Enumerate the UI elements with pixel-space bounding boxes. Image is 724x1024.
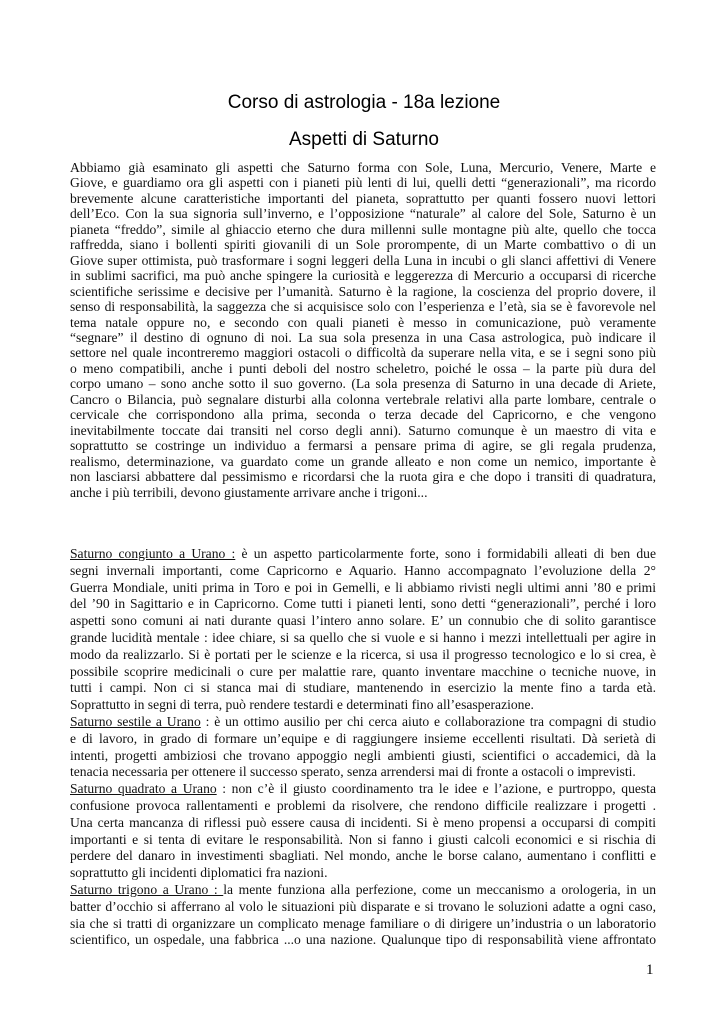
text-line xyxy=(70,697,656,714)
text-line xyxy=(70,175,656,190)
text-line xyxy=(70,438,656,453)
line-text: modo da realizzarlo. Si è portati per le scienze e la ricerca, si usa il progresso tecnologico e lo si crea, è xyxy=(70,646,656,662)
line-text: settore nel quale incontreremo maggiori ostacoli o difficoltà da superare nella vita, e se i segni sono più xyxy=(70,345,656,361)
text-line xyxy=(70,764,656,781)
aspect-heading: Saturno sestile a Urano xyxy=(70,713,201,729)
text-line xyxy=(70,160,656,175)
line-text: : non c’è il giusto coordinamento tra le idee e l’azione, e purtroppo, questa xyxy=(216,781,656,797)
line-text: Soprattutto in segni di terra, può rendere testardi e determinati fino all’esasperazione. xyxy=(70,697,534,713)
line-text: soprattutto gli incidenti diplomatici fra nazioni. xyxy=(70,865,328,881)
aspect-heading: Saturno trigono a Urano : xyxy=(70,881,224,897)
text-line xyxy=(70,815,656,832)
line-text: Cancro o Bilancia, può segnalare disturbi alla colonna vertebrale relativi alla parte lombare, centrale o xyxy=(70,391,656,407)
text-line xyxy=(70,748,656,765)
aspects-section xyxy=(70,546,656,949)
line-text: segni invernali importanti, come Capricorno e Aquario. Hanno accompagnato l’evoluzione della 2° xyxy=(70,562,656,578)
text-line xyxy=(70,680,656,697)
line-text: aspetti sono comuni ai nati durante quasi l’intero anno solare. E’ un connubio che di solito garantisce xyxy=(70,613,656,629)
text-line xyxy=(70,237,656,252)
paragraph xyxy=(70,781,656,882)
line-text: brevemente alcune caratteristiche importanti del pianeta, soprattutto per quanti fossero nuovi lettori xyxy=(70,190,656,206)
line-text: sia che si tratti di organizzare un complicato menage familiare o di dirigere un’industria o un laboratorio xyxy=(70,915,656,931)
line-text: Una certa mancanza di riflessi può essere causa di incidenti. Si è meno propensi a occuparsi di compiti xyxy=(70,814,656,830)
text-line xyxy=(70,345,656,360)
line-text: batter d’occhio si afferrano al volo le situazioni più disparate e si trovano le soluzioni adatte a ogni caso, xyxy=(70,898,656,914)
text-line xyxy=(70,781,656,798)
text-line xyxy=(70,647,656,664)
text-line xyxy=(70,630,656,647)
text-line xyxy=(70,664,656,681)
line-text: in sublimi sacrifici, ma può anche spingere la curiosità e leggerezza di Mercurio a occuparsi di ricerche xyxy=(70,268,656,284)
intro-section xyxy=(70,160,656,500)
line-text: soprattutto se costringe un individuo a fermarsi a pensare prima di agire, se gli regala prudenza, xyxy=(70,438,656,454)
line-text: grande lucidità mentale : idee chiare, si sa quello che si vuole e si hanno i mezzi intellettuali per agire in xyxy=(70,629,656,645)
text-line xyxy=(70,469,656,484)
line-text: senso di responsabilità, la saggezza che si acquisisce solo con l’esperienza e l’età, sia se è favorevole nel xyxy=(70,299,656,315)
line-text: scientifico, un ospedale, una fabbrica ...o una nazione. Qualunque tipo di responsabilità viene affrontato xyxy=(70,932,656,948)
text-line xyxy=(70,423,656,438)
line-text: inevitabilmente toccate dai transiti nel corso degli anni). Saturno comunque è un maestro di vita e xyxy=(70,422,656,438)
text-line xyxy=(70,191,656,206)
line-text: corpo umano – sono anche sotto il suo governo. (La sola presenza di Saturno in una decade di Ariete, xyxy=(70,376,656,392)
text-line xyxy=(70,485,656,500)
text-line xyxy=(70,376,656,391)
line-text: “segnare” il destino di ognuno di noi. La sua sola presenza in una Casa astrologica, può indicare il xyxy=(70,329,656,345)
text-line xyxy=(70,392,656,407)
text-line xyxy=(70,253,656,268)
page-number: 1 xyxy=(646,962,654,978)
line-text: tenacia necessaria per ottenere il successo sperato, senza arrendersi mai di fronte a ostacoli o imprevisti. xyxy=(70,764,636,780)
text-line xyxy=(70,315,656,330)
line-text: tema natale oppure no, e secondo con quali pianeti è messo in comunicazione, può veramente xyxy=(70,314,656,330)
line-text: Guerra Mondiale, uniti prima in Toro e poi in Gemelli, e li abbiamo rivisti negli ultimi anni ’80 e primi xyxy=(70,579,656,595)
line-text: non lasciarsi abbattere dal pessimismo e ricordarsi che la ruota gira e che dopo i transiti di quadratura, xyxy=(70,469,656,485)
text-line xyxy=(70,798,656,815)
text-line xyxy=(70,596,656,613)
text-line xyxy=(70,832,656,849)
line-text: e di lavoro, in grado di formare un’equipe e di raggiungere insieme eccellenti risultati. Dà serietà di xyxy=(70,730,656,746)
line-text: pianeta “freddo”, simile al ghiaccio eterno che dura millenni sulle montagne più alte, quello che tocca xyxy=(70,221,656,237)
line-text: o meno compatibili, anche i punti deboli del nostro scheletro, poiché le ossa – la parte più dura del xyxy=(70,360,656,376)
line-text: dell’Eco. Con la sua signoria sull’inverno, e l’opposizione “naturale” al calore del Sole, Saturno è un xyxy=(70,206,656,222)
line-text: scientifiche serissime e decisive per l’umanità. Saturno è la ragione, la coscienza del proprio dovere, il xyxy=(70,283,656,299)
line-text: cervicale che corrispondono alla prima, seconda o terza decade del Capricorno, e che vengono xyxy=(70,407,656,423)
text-line xyxy=(70,882,656,899)
document-subtitle: Aspetti di Saturno xyxy=(289,129,439,150)
line-text: realismo, determinazione, va guardato come un grande alleato e non come un nemico, importante è xyxy=(70,453,656,469)
document-title: Corso di astrologia - 18a lezione xyxy=(227,92,501,113)
text-line xyxy=(70,916,656,933)
text-line xyxy=(70,932,656,949)
text-line xyxy=(70,714,656,731)
line-text: Giove super ottimista, può trasformare i sogni leggeri della Luna in incubi o gli slanci affettivi di Venere xyxy=(70,252,656,268)
text-line xyxy=(70,546,656,563)
text-line xyxy=(70,407,656,422)
line-text: anche i più terribili, devono giustamente arrivare anche i trigoni... xyxy=(70,484,428,500)
aspect-heading: Saturno congiunto a Urano : xyxy=(70,546,236,561)
aspect-heading: Saturno quadrato a Urano xyxy=(70,781,217,797)
paragraph xyxy=(70,546,656,714)
text-line xyxy=(70,206,656,221)
text-line xyxy=(70,563,656,580)
line-text: perdere del danaro in investimenti sbagliati. Nel mondo, anche le borse calano, aumentano i conflitti e xyxy=(70,848,656,864)
line-text: : è un ottimo ausilio per chi cerca aiuto e collaborazione tra compagni di studio xyxy=(200,713,656,729)
text-line xyxy=(70,454,656,469)
text-line xyxy=(70,361,656,376)
line-text: intenti, progetti ambiziosi che trovano appoggio negli ambienti giusti, scientifici o accademici, dà la xyxy=(70,747,656,763)
line-text: è un aspetto particolarmente forte, sono i formidabili alleati di ben due xyxy=(235,546,656,561)
text-line xyxy=(70,865,656,882)
text-line xyxy=(70,222,656,237)
text-line xyxy=(70,299,656,314)
text-line xyxy=(70,848,656,865)
line-text: del ’90 in Sagittario e in Capricorno. Come tutti i pianeti lenti, sono detti “generazionali”, perché i loro xyxy=(70,596,656,612)
text-line xyxy=(70,284,656,299)
line-text: confusione provoca rallentamenti e problemi da risolvere, che rendono difficile realizzare i progetti . xyxy=(70,797,656,813)
text-line xyxy=(70,731,656,748)
line-text: Giove, e guardiamo ora gli aspetti con i pianeti più lenti di lui, quelli detti “generazionali”, ma ricordo xyxy=(70,175,656,191)
text-line xyxy=(70,330,656,345)
line-text: la mente funziona alla perfezione, come un meccanismo a orologeria, in un xyxy=(223,881,656,897)
paragraph xyxy=(70,714,656,781)
line-text: tutti i campi. Non ci si stanca mai di studiare, mantenendo in esercizio la mente fino a tarda età. xyxy=(70,680,656,696)
line-text: possibile scoprire medicinali o cure per malattie rare, quanto inventare macchine o tecniche nuove, in xyxy=(70,663,656,679)
line-text: raffredda, siano i bollenti spiriti giovanili di un Sole prorompente, di un Marte combattivo o di un xyxy=(70,237,656,253)
line-text: importanti e si tenta di evitare le responsabilità. Non si fanno i giusti calcoli economici e si rischia di xyxy=(70,831,656,847)
paragraph xyxy=(70,160,656,500)
text-line xyxy=(70,268,656,283)
text-line xyxy=(70,899,656,916)
text-line xyxy=(70,580,656,597)
line-text: Abbiamo già esaminato gli aspetti che Saturno forma con Sole, Luna, Mercurio, Venere, Marte e xyxy=(70,160,656,175)
text-line xyxy=(70,613,656,630)
paragraph xyxy=(70,882,656,949)
